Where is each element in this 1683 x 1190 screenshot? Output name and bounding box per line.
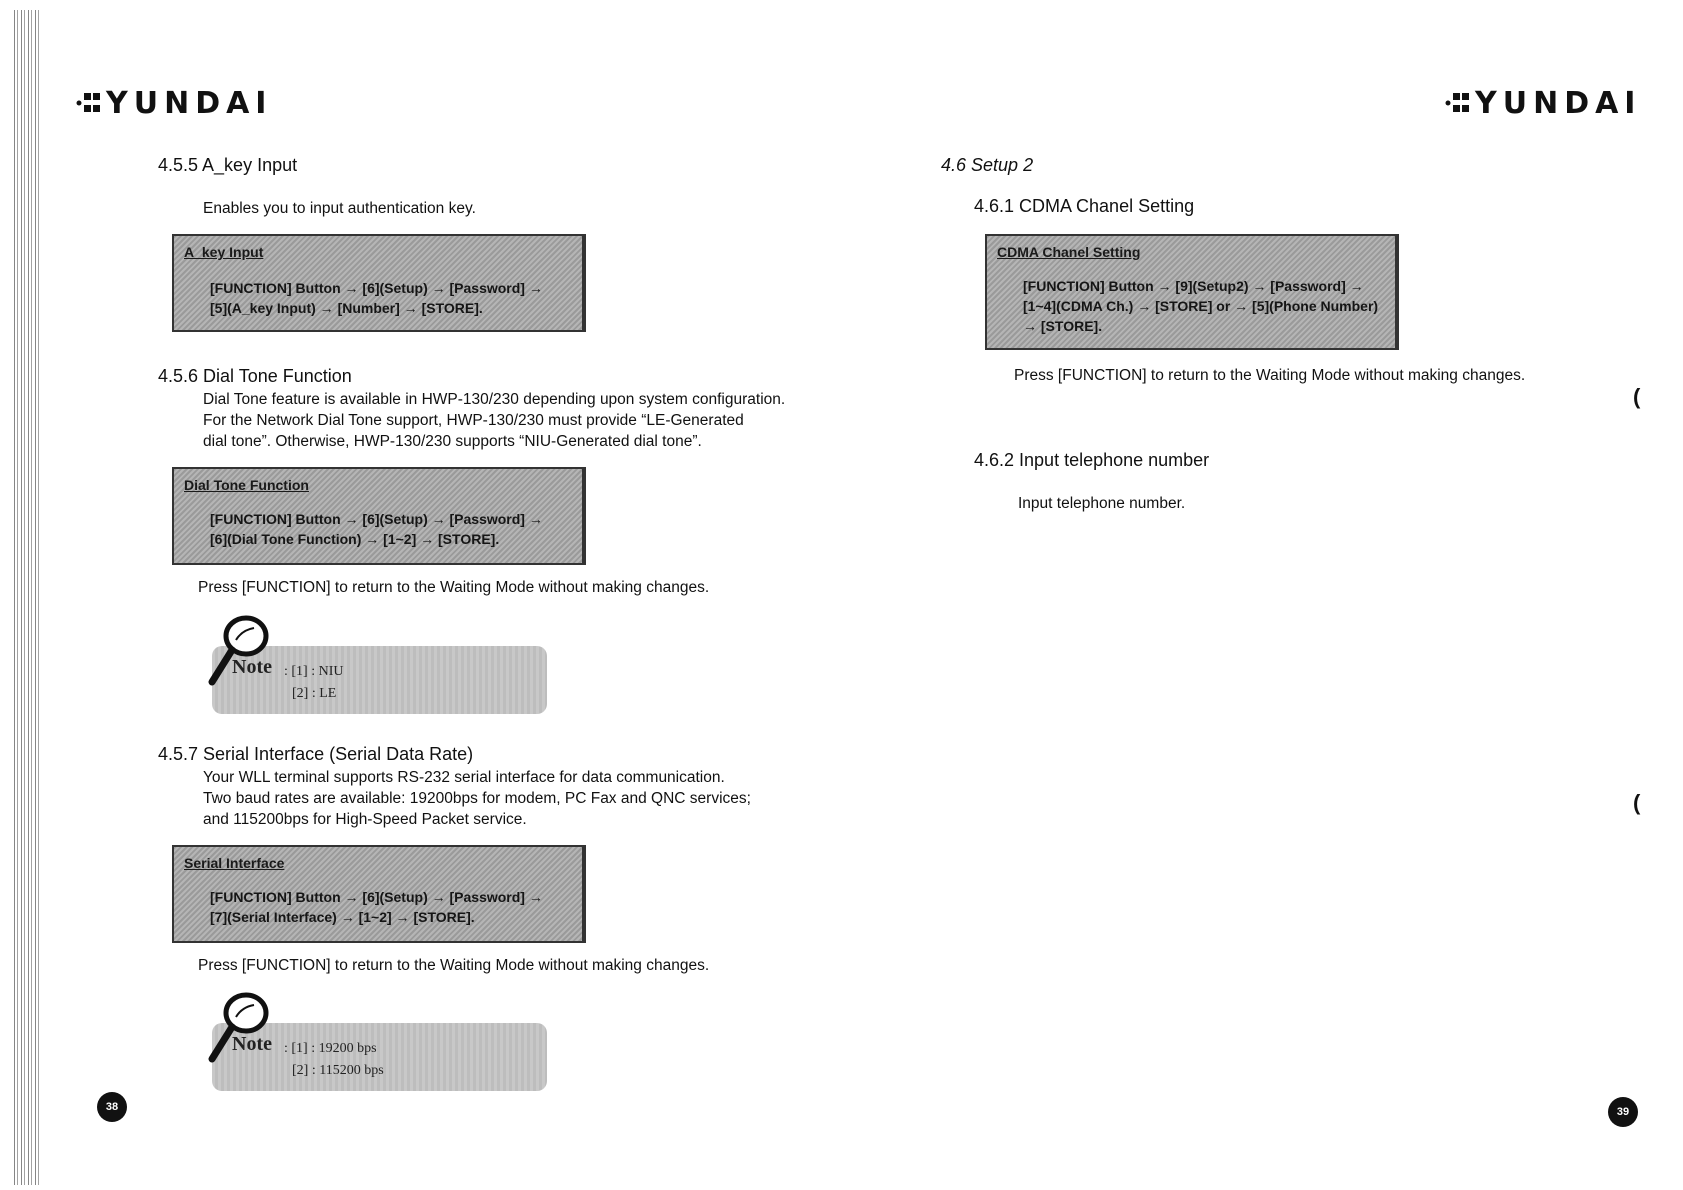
hyundai-emblem-icon (76, 91, 102, 115)
box-title: Dial Tone Function (184, 477, 309, 493)
dial-tone-desc-line: Dial Tone feature is available in HWP-130/230 depending upon system configuration. (203, 391, 786, 408)
dial-tone-desc-line: For the Network Dial Tone support, HWP-130/230 must provide “LE-Generated (203, 412, 744, 429)
page-number-right: 39 (1608, 1097, 1638, 1127)
box-title: A_key Input (184, 244, 264, 260)
box-line: [FUNCTION] Button → [6](Setup) → [Password] → (210, 889, 543, 905)
brand-wordmark: YUNDAI (1475, 86, 1642, 121)
box-line: [5](A_key Input) → [Number] → [STORE]. (210, 300, 483, 316)
note-line: [2] : 115200 bps (292, 1063, 384, 1078)
brand-logo-left (76, 86, 273, 121)
hyundai-emblem-icon (1445, 91, 1471, 115)
box-title: Serial Interface (184, 855, 285, 871)
note-line: : [1] : NIU (284, 664, 344, 679)
box-line: [FUNCTION] Button → [9](Setup2) → [Password] → (1023, 278, 1364, 294)
phone-description: Input telephone number. (1018, 495, 1186, 512)
box-line: [6](Dial Tone Function) → [1~2] → [STORE]. (210, 531, 500, 547)
serial-instruction-box (172, 845, 586, 943)
cdma-press-text: Press [FUNCTION] to return to the Waiting Mode without making changes. (1014, 367, 1526, 384)
a-key-description: Enables you to input authentication key. (203, 200, 476, 217)
heading-4-5-6: 4.5.6 Dial Tone Function (158, 366, 352, 386)
scan-mark: ( (1633, 384, 1641, 409)
serial-press-text: Press [FUNCTION] to return to the Waiting Mode without making changes. (198, 957, 710, 974)
serial-note (212, 1023, 547, 1091)
note-line: : [1] : 19200 bps (284, 1041, 377, 1056)
box-line: [FUNCTION] Button → [6](Setup) → [Password] → (210, 511, 543, 527)
page-number-left: 38 (97, 1092, 127, 1122)
note-line: [2] : LE (292, 686, 337, 701)
heading-4-5-5: 4.5.5 A_key Input (158, 155, 298, 175)
dial-tone-press-text: Press [FUNCTION] to return to the Waiting Mode without making changes. (198, 579, 710, 596)
dial-tone-instruction-box (172, 467, 586, 565)
box-title: CDMA Chanel Setting (997, 244, 1141, 260)
serial-desc-line: Your WLL terminal supports RS-232 serial interface for data communication. (203, 769, 725, 786)
heading-4-6-1: 4.6.1 CDMA Chanel Setting (974, 196, 1195, 216)
a-key-instruction-box (172, 234, 586, 332)
dial-tone-note (212, 646, 547, 714)
box-line: [FUNCTION] Button → [6](Setup) → [Password] → (210, 280, 543, 296)
scan-binding-edge (14, 10, 40, 1185)
note-label: Note (232, 656, 272, 678)
note-label: Note (232, 1033, 272, 1055)
scan-mark: ( (1633, 790, 1641, 815)
box-line: [7](Serial Interface) → [1~2] → [STORE]. (210, 909, 475, 925)
serial-desc-line: Two baud rates are available: 19200bps for modem, PC Fax and QNC services; (203, 790, 751, 807)
heading-4-6: 4.6 Setup 2 (941, 155, 1034, 175)
brand-wordmark: YUNDAI (106, 86, 273, 121)
heading-4-6-2: 4.6.2 Input telephone number (974, 450, 1210, 470)
box-line: → [STORE]. (1023, 318, 1103, 334)
brand-logo-right (1445, 86, 1642, 121)
box-line: [1~4](CDMA Ch.) → [STORE] or → [5](Phone Number) (1023, 298, 1379, 314)
dial-tone-desc-line: dial tone”. Otherwise, HWP-130/230 supports “NIU-Generated dial tone”. (203, 433, 702, 450)
serial-desc-line: and 115200bps for High-Speed Packet service. (203, 811, 527, 828)
heading-4-5-7: 4.5.7 Serial Interface (Serial Data Rate) (158, 744, 474, 764)
cdma-instruction-box (985, 234, 1399, 350)
